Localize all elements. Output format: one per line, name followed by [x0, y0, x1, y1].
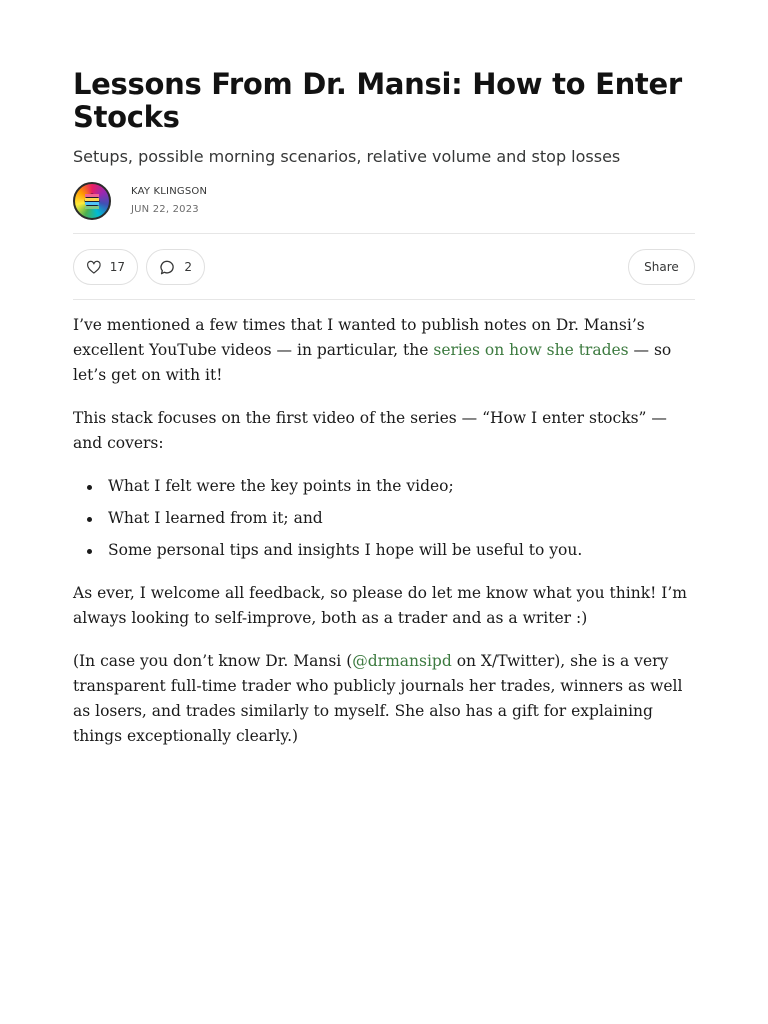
- comment-bubble-icon: [159, 258, 176, 277]
- paragraph-intro: [73, 313, 695, 388]
- like-button[interactable]: [73, 249, 138, 285]
- heart-icon: [86, 258, 102, 277]
- post-date: JUN 22, 2023: [131, 204, 199, 215]
- list-item: What I felt were the key points in the video;: [73, 474, 695, 499]
- avatar-stack-icon: [84, 192, 100, 210]
- comment-count: 2: [184, 260, 192, 274]
- author-name[interactable]: KAY KLINGSON: [131, 186, 208, 197]
- series-link[interactable]: series on how she trades: [433, 341, 629, 359]
- twitter-handle-link[interactable]: @drmansipd: [352, 652, 452, 670]
- covers-list: [73, 474, 695, 563]
- post-body: [73, 313, 695, 767]
- author-avatar[interactable]: [73, 182, 111, 220]
- divider-top: [73, 233, 695, 234]
- paragraph-focus: This stack focuses on the first video of the series — “How I enter stocks” — and covers:: [73, 409, 667, 452]
- share-button[interactable]: Share: [628, 249, 695, 285]
- list-item: Some personal tips and insights I hope will be useful to you.: [73, 538, 695, 563]
- paragraph-intro-text-b: — so let’s get on with it!: [73, 341, 672, 384]
- paragraph-about-text-b: on X/Twitter), she is a very transparent full-time trader who publicly journals her trades, winners as well as losers, and trades similarly to myself. She also has a gift for explaining things exceptionally clearly.): [73, 652, 683, 745]
- paragraph-about: [73, 649, 695, 749]
- list-item: What I learned from it; and: [73, 506, 695, 531]
- post-title: Lessons From Dr. Mansi: How to Enter Stocks: [73, 67, 682, 134]
- post-actions: [73, 249, 695, 285]
- divider-bottom: [73, 299, 695, 300]
- paragraph-feedback: As ever, I welcome all feedback, so please do let me know what you think! I’m always looking to self-improve, both as a trader and as a writer :): [73, 584, 687, 627]
- comment-button[interactable]: [146, 249, 205, 285]
- post-subtitle: Setups, possible morning scenarios, relative volume and stop losses: [73, 147, 621, 166]
- like-count: 17: [109, 260, 125, 274]
- byline-meta: [131, 186, 207, 216]
- paragraph-about-text-a: (In case you don’t know Dr. Mansi (: [73, 652, 353, 670]
- byline: [73, 182, 207, 220]
- paragraph-intro-text-a: I’ve mentioned a few times that I wanted to publish notes on Dr. Mansi’s excellent YouTube videos — in particular, the: [73, 316, 645, 359]
